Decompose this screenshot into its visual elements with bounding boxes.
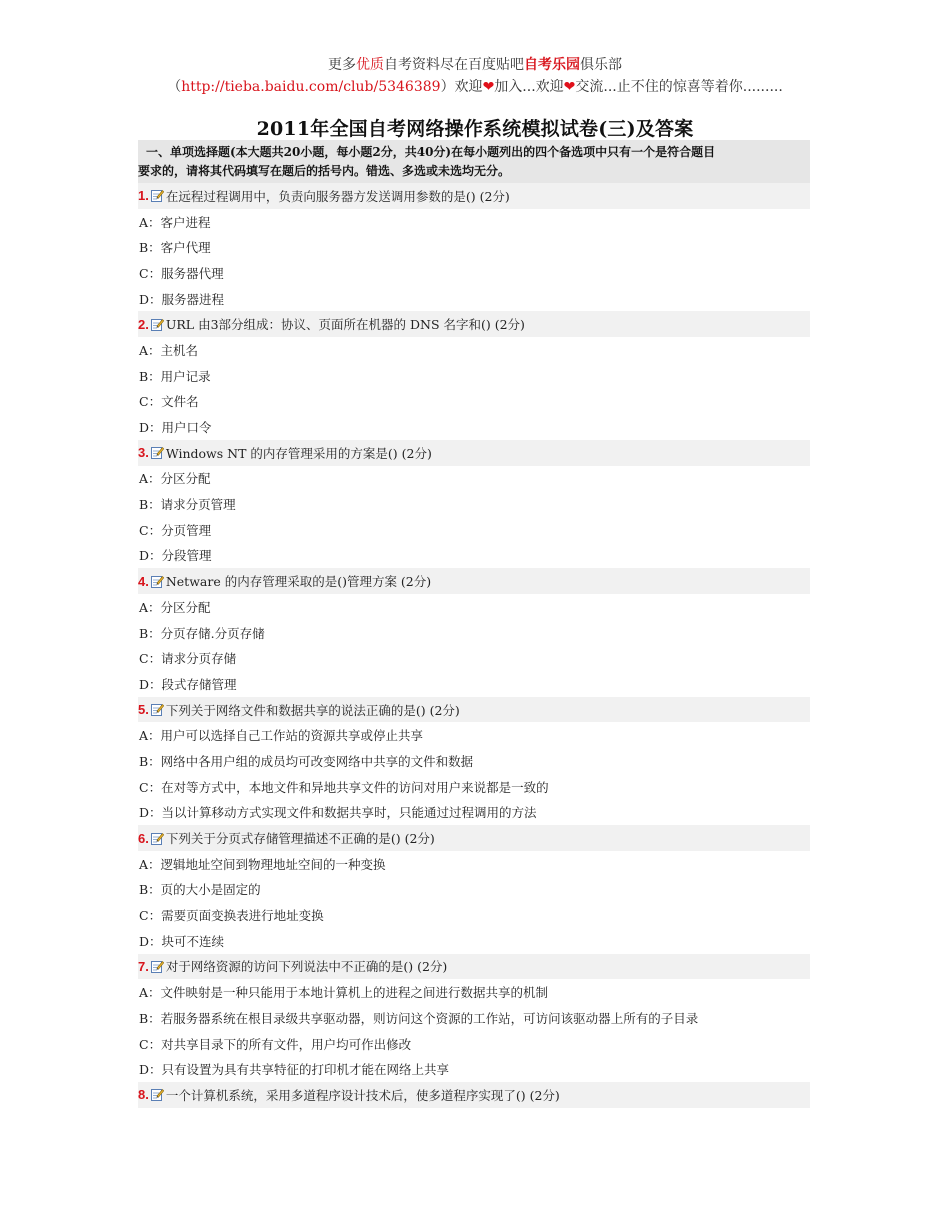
header-text: （ xyxy=(167,79,182,95)
header-text: 自考资料尽在百度贴吧 xyxy=(384,57,524,73)
question-text: 下列关于分页式存储管理描述不正确的是() (2分) xyxy=(165,831,435,847)
answer-option: B：用户记录 xyxy=(139,368,211,384)
answer-option: C：服务器代理 xyxy=(139,265,224,281)
answer-option: B：客户代理 xyxy=(139,240,211,256)
document-title: 2011年全国自考网络操作系统模拟试卷(三)及答案 xyxy=(256,118,694,140)
answer-option: C：在对等方式中，本地文件和异地共享文件的访问对用户来说都是一致的 xyxy=(139,779,549,795)
question-number: 5. xyxy=(138,702,149,718)
answer-option: A：主机名 xyxy=(139,342,199,358)
header-line-1 xyxy=(0,54,950,76)
question-number: 2. xyxy=(138,316,149,332)
answer-option: B：页的大小是固定的 xyxy=(139,882,261,898)
club-name: 自考乐园 xyxy=(524,57,580,73)
answer-option: D：分段管理 xyxy=(139,548,212,564)
answer-option: B：网络中各用户组的成员均可改变网络中共享的文件和数据 xyxy=(139,753,474,769)
question-number: 8. xyxy=(138,1087,149,1103)
question-number: 1. xyxy=(138,188,149,204)
question-number: 3. xyxy=(138,445,149,461)
header-highlight: 优质 xyxy=(356,57,384,73)
answer-option: C：请求分页存储 xyxy=(139,651,237,667)
heart-icon: ❤ xyxy=(482,79,495,95)
answer-option: A：用户可以选择自己工作站的资源共享或停止共享 xyxy=(139,728,424,744)
edit-note-icon xyxy=(151,575,164,588)
answer-option: D：服务器进程 xyxy=(139,291,225,307)
question-text: 对于网络资源的访问下列说法中不正确的是() (2分) xyxy=(165,959,448,975)
section-line-2: 要求的，请将其代码填写在题后的括号内。错选、多选或未选均无分。 xyxy=(138,164,511,178)
answer-option: A：分区分配 xyxy=(139,599,211,615)
heart-icon: ❤ xyxy=(563,79,576,95)
answer-option: C：对共享目录下的所有文件，用户均可作出修改 xyxy=(139,1036,412,1052)
edit-note-icon xyxy=(151,960,164,973)
question-text: 下列关于网络文件和数据共享的说法正确的是() (2分) xyxy=(165,702,460,718)
question-stem xyxy=(138,1082,810,1108)
section-instructions xyxy=(138,140,810,184)
question-text: URL 由3部分组成：协议、页面所在机器的 DNS 名字和() (2分) xyxy=(165,317,525,333)
header-text: ）欢迎 xyxy=(440,79,483,95)
header-line-2 xyxy=(0,76,950,98)
question-stem xyxy=(138,440,810,466)
answer-option: D：块可不连续 xyxy=(139,933,225,949)
edit-note-icon xyxy=(151,703,164,716)
page-header xyxy=(0,54,950,98)
answer-option: B：请求分页管理 xyxy=(139,497,236,513)
question-text: 一个计算机系统，采用多道程序设计技术后，使多道程序实现了() (2分) xyxy=(165,1087,560,1103)
header-text: 交流...止不住的惊喜等着你......... xyxy=(575,79,783,95)
answer-option: D：当以计算移动方式实现文件和数据共享时，只能通过过程调用的方法 xyxy=(139,805,537,821)
club-link[interactable]: http://tieba.baidu.com/club/5346389 xyxy=(181,79,441,95)
question-stem xyxy=(138,311,810,337)
answer-option: D：用户口令 xyxy=(139,420,212,436)
answer-option: B：分页存储.分页存储 xyxy=(139,625,265,641)
answer-option: A：分区分配 xyxy=(139,471,211,487)
edit-note-icon xyxy=(151,318,164,331)
question-list xyxy=(138,183,810,1108)
answer-option: B：若服务器系统在根目录级共享驱动器，则访问这个资源的工作站，可访问该驱动器上所有的子目录 xyxy=(139,1010,699,1026)
section-line-1: 一、单项选择题(本大题共20小题，每小题2分，共40分)在每小题列出的四个备选项中只有一个是符合题目 xyxy=(146,145,716,159)
question-stem xyxy=(138,697,810,723)
question-stem xyxy=(138,568,810,594)
question-text: Netware 的内存管理采取的是()管理方案 (2分) xyxy=(165,574,432,590)
edit-note-icon xyxy=(151,832,164,845)
question-stem xyxy=(138,825,810,851)
edit-note-icon xyxy=(151,446,164,459)
question-stem xyxy=(138,183,810,209)
answer-option: C：需要页面变换表进行地址变换 xyxy=(139,908,324,924)
edit-note-icon xyxy=(151,1088,164,1101)
header-text: 加入...欢迎 xyxy=(494,79,564,95)
question-number: 6. xyxy=(138,830,149,846)
header-text: 俱乐部 xyxy=(580,57,622,73)
question-number: 7. xyxy=(138,958,149,974)
question-stem xyxy=(138,954,810,980)
answer-option: A：文件映射是一种只能用于本地计算机上的进程之间进行数据共享的机制 xyxy=(139,985,549,1001)
question-text: Windows NT 的内存管理采用的方案是() (2分) xyxy=(165,445,432,461)
answer-option: D：段式存储管理 xyxy=(139,676,237,692)
answer-option: D：只有设置为具有共享特征的打印机才能在网络上共享 xyxy=(139,1062,450,1078)
answer-option: C：分页管理 xyxy=(139,522,212,538)
answer-option: A：逻辑地址空间到物理地址空间的一种变换 xyxy=(139,856,386,872)
answer-option: C：文件名 xyxy=(139,394,199,410)
edit-note-icon xyxy=(151,189,164,202)
answer-option: A：客户进程 xyxy=(139,214,211,230)
question-text: 在远程过程调用中，负责向服务器方发送调用参数的是() (2分) xyxy=(165,188,510,204)
header-text: 更多 xyxy=(328,57,356,73)
question-number: 4. xyxy=(138,573,149,589)
